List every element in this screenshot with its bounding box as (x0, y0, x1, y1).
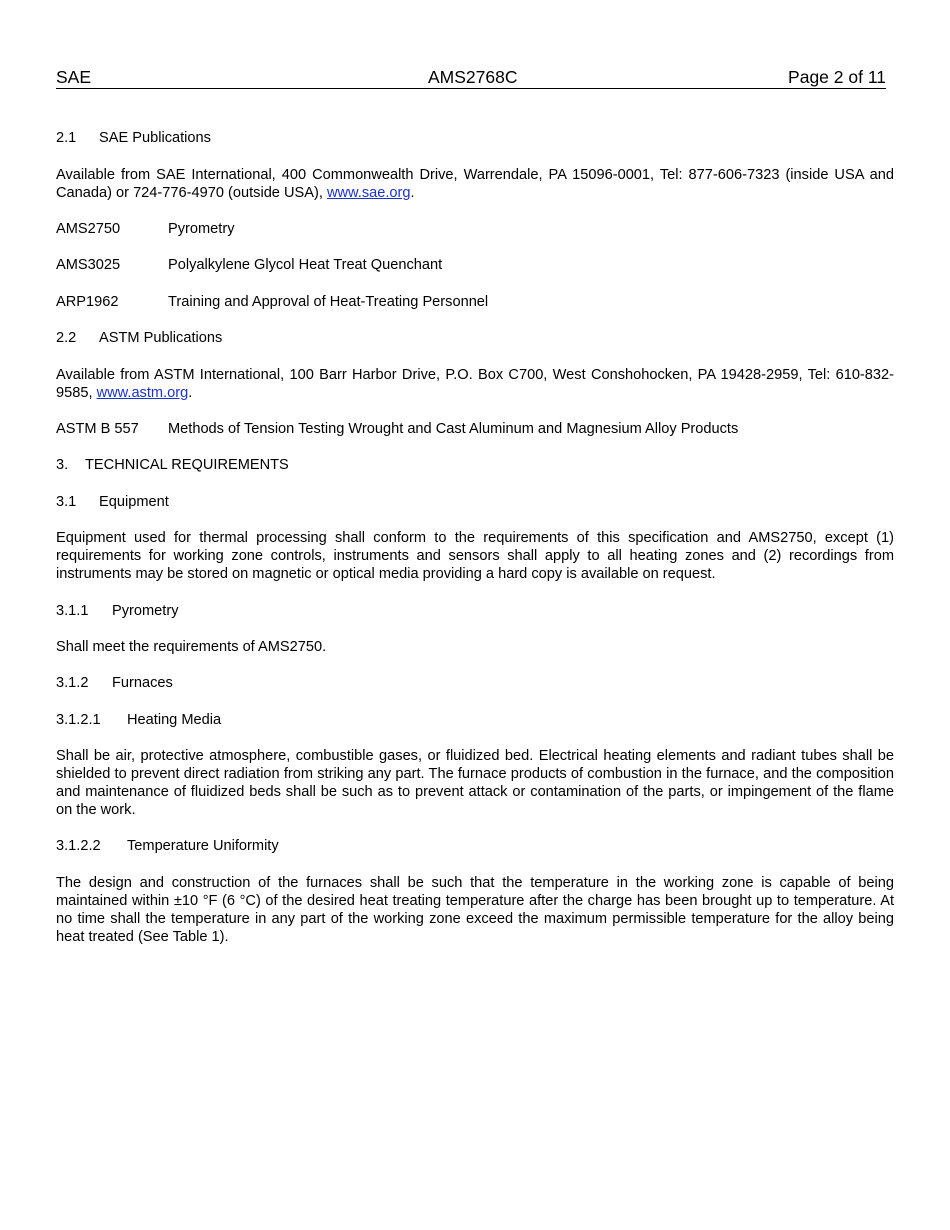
section-number: 3.1 (56, 494, 77, 510)
paragraph-text: Shall meet the requirements of AMS2750. (56, 639, 327, 655)
section-heading-3-1-1 (56, 602, 894, 620)
reference-item (56, 420, 894, 438)
reference-item (56, 293, 894, 311)
section-number: 3.1.2.1 (56, 712, 101, 728)
reference-title: Polyalkylene Glycol Heat Treat Quenchant (168, 257, 443, 273)
section-title: TECHNICAL REQUIREMENTS (85, 457, 289, 473)
page-header (56, 67, 886, 89)
header-page-number: Page 2 of 11 (788, 67, 886, 87)
section-heading-3-1 (56, 493, 894, 511)
reference-title: Methods of Tension Testing Wrought and Cast Aluminum and Magnesium Alloy Products (168, 421, 739, 437)
section-number: 3. (56, 457, 69, 473)
section-number: 2.1 (56, 130, 77, 146)
reference-code: AMS3025 (56, 257, 121, 273)
reference-code: AMS2750 (56, 221, 121, 237)
section-number: 3.1.2 (56, 675, 89, 691)
reference-title: Pyrometry (168, 221, 235, 237)
reference-code: ASTM B 557 (56, 421, 139, 437)
header-doc-id: AMS2768C (428, 67, 518, 87)
section-title: Heating Media (127, 712, 222, 728)
temperature-uniformity-paragraph (56, 874, 894, 946)
availability-period: . (188, 385, 193, 401)
reference-item (56, 256, 894, 274)
section-heading-3-1-2-2 (56, 837, 894, 855)
section-heading-2-1 (56, 129, 894, 147)
header-org: SAE (56, 67, 92, 87)
availability-text: Available from SAE International, 400 Commonwealth Drive, Warrendale, PA 15096-0001, Tel: 877-606-7323 (inside USA and Canada) or 724-776-4970 (outside USA), (56, 167, 894, 201)
section-heading-2-2 (56, 329, 894, 347)
section-title: SAE Publications (99, 130, 211, 146)
pyrometry-paragraph (56, 638, 894, 656)
equipment-paragraph (56, 529, 894, 583)
section-number: 2.2 (56, 330, 77, 346)
section-heading-3-1-2-1 (56, 711, 894, 729)
section-heading-3 (56, 456, 894, 474)
section-title: Temperature Uniformity (127, 838, 279, 854)
section-number: 3.1.1 (56, 603, 89, 619)
section-title: ASTM Publications (99, 330, 223, 346)
reference-item (56, 220, 894, 238)
section-number: 3.1.2.2 (56, 838, 101, 854)
paragraph-text: The design and construction of the furnaces shall be such that the temperature in the working zone is capable of being maintained within ±10 °F (6 °C) of the desired heat treating temperature after the charge has been brought up to temperature. At no time shall the temperature in any part of the working zone exceed the maximum permissible temperature for the alloy being heat treated (See Table 1). (56, 875, 894, 945)
paragraph-text: Shall be air, protective atmosphere, combustible gases, or fluidized bed. Electrical heating elements and radiant tubes shall be shielded to prevent direct radiation from striking any part. The furnace products of combustion in the furnace, and the composition and maintenance of fluidized beds shall be such as to prevent attack or contamination of the parts, or impingement of the flame on the work. (56, 748, 894, 818)
sae-website-link[interactable]: www.sae.org (326, 185, 411, 201)
heating-media-paragraph (56, 747, 894, 819)
astm-availability-paragraph (56, 366, 894, 402)
section-heading-3-1-2 (56, 674, 894, 692)
availability-period: . (410, 185, 415, 201)
astm-website-link[interactable]: www.astm.org (96, 385, 189, 401)
reference-title: Training and Approval of Heat-Treating Personnel (168, 294, 489, 310)
section-title: Furnaces (112, 675, 173, 691)
section-title: Pyrometry (112, 603, 179, 619)
availability-text: Available from ASTM International, 100 Barr Harbor Drive, P.O. Box C700, West Conshohocken, PA 19428-2959, Tel: 610-832-9585, (56, 367, 894, 401)
sae-availability-paragraph (56, 166, 894, 202)
section-title: Equipment (99, 494, 169, 510)
reference-code: ARP1962 (56, 294, 119, 310)
paragraph-text: Equipment used for thermal processing shall conform to the requirements of this specification and AMS2750, except (1) requirements for working zone controls, instruments and sensors shall apply to all heating zones and (2) recordings from instruments may be stored on magnetic or optical media providing a hard copy is available on request. (56, 530, 894, 582)
